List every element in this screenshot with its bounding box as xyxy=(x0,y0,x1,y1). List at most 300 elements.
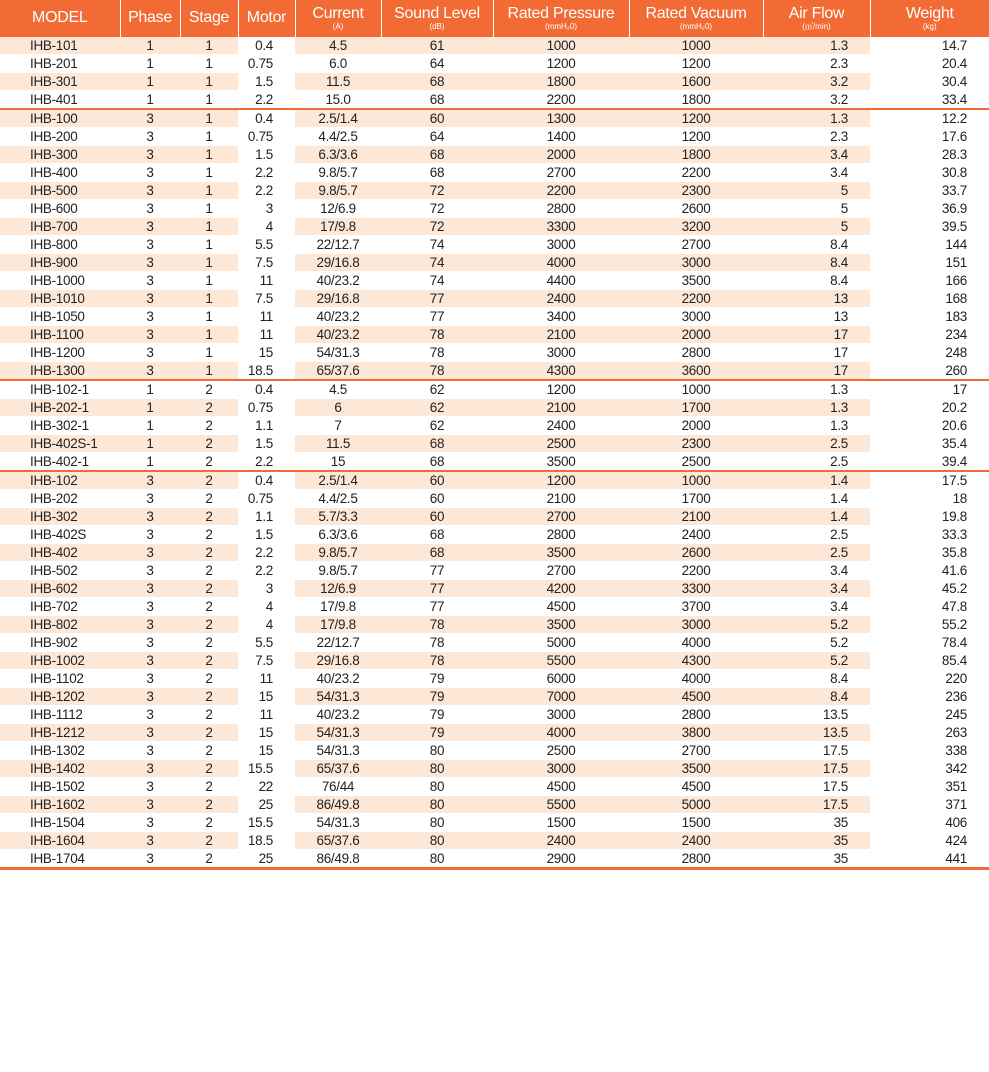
cell-sound-level: 80 xyxy=(381,814,493,832)
cell-rated-pressure: 4500 xyxy=(493,598,629,616)
cell-rated-vacuum: 2000 xyxy=(629,326,763,344)
cell-stage: 1 xyxy=(180,109,238,128)
cell-model: IHB-1112 xyxy=(0,706,120,724)
cell-model: IHB-1200 xyxy=(0,344,120,362)
table-row xyxy=(0,146,989,164)
cell-current: 9.8/5.7 xyxy=(295,544,381,562)
cell-model: IHB-1102 xyxy=(0,670,120,688)
cell-air-flow: 3.2 xyxy=(763,73,870,91)
cell-stage: 2 xyxy=(180,652,238,670)
table-row xyxy=(0,272,989,290)
cell-current: 17/9.8 xyxy=(295,598,381,616)
cell-motor: 0.4 xyxy=(238,471,295,490)
cell-rated-pressure: 1200 xyxy=(493,471,629,490)
cell-sound-level: 60 xyxy=(381,471,493,490)
cell-weight: 39.5 xyxy=(870,218,989,236)
table-row xyxy=(0,435,989,453)
cell-phase: 3 xyxy=(120,164,180,182)
table-row xyxy=(0,850,989,869)
cell-air-flow: 17.5 xyxy=(763,778,870,796)
cell-sound-level: 77 xyxy=(381,580,493,598)
cell-rated-vacuum: 2800 xyxy=(629,850,763,869)
cell-phase: 3 xyxy=(120,760,180,778)
cell-sound-level: 72 xyxy=(381,200,493,218)
cell-model: IHB-1302 xyxy=(0,742,120,760)
cell-rated-vacuum: 3500 xyxy=(629,760,763,778)
cell-phase: 3 xyxy=(120,182,180,200)
cell-rated-vacuum: 3000 xyxy=(629,308,763,326)
cell-sound-level: 78 xyxy=(381,326,493,344)
cell-weight: 166 xyxy=(870,272,989,290)
cell-sound-level: 80 xyxy=(381,760,493,778)
cell-air-flow: 35 xyxy=(763,832,870,850)
cell-air-flow: 1.4 xyxy=(763,471,870,490)
cell-motor: 7.5 xyxy=(238,290,295,308)
table-row xyxy=(0,652,989,670)
cell-rated-pressure: 2100 xyxy=(493,326,629,344)
cell-air-flow: 5.2 xyxy=(763,616,870,634)
cell-rated-pressure: 1300 xyxy=(493,109,629,128)
cell-sound-level: 74 xyxy=(381,272,493,290)
cell-sound-level: 79 xyxy=(381,724,493,742)
cell-model: IHB-900 xyxy=(0,254,120,272)
cell-motor: 0.75 xyxy=(238,55,295,73)
cell-rated-pressure: 5500 xyxy=(493,796,629,814)
col-header-sound-level: Sound Level (dB) xyxy=(381,0,493,37)
cell-model: IHB-302-1 xyxy=(0,417,120,435)
cell-phase: 3 xyxy=(120,634,180,652)
cell-model: IHB-202-1 xyxy=(0,399,120,417)
cell-rated-vacuum: 1200 xyxy=(629,128,763,146)
cell-model: IHB-602 xyxy=(0,580,120,598)
cell-model: IHB-1212 xyxy=(0,724,120,742)
cell-current: 22/12.7 xyxy=(295,236,381,254)
cell-rated-pressure: 3000 xyxy=(493,706,629,724)
cell-model: IHB-400 xyxy=(0,164,120,182)
cell-motor: 18.5 xyxy=(238,362,295,381)
cell-stage: 1 xyxy=(180,37,238,55)
cell-model: IHB-401 xyxy=(0,91,120,110)
cell-air-flow: 5 xyxy=(763,218,870,236)
cell-sound-level: 80 xyxy=(381,742,493,760)
cell-sound-level: 79 xyxy=(381,688,493,706)
cell-rated-vacuum: 2200 xyxy=(629,562,763,580)
cell-stage: 1 xyxy=(180,326,238,344)
cell-rated-pressure: 2000 xyxy=(493,146,629,164)
cell-current: 2.5/1.4 xyxy=(295,471,381,490)
cell-motor: 0.75 xyxy=(238,128,295,146)
table-row xyxy=(0,326,989,344)
cell-phase: 3 xyxy=(120,344,180,362)
cell-phase: 3 xyxy=(120,544,180,562)
table-row xyxy=(0,580,989,598)
cell-sound-level: 68 xyxy=(381,435,493,453)
cell-motor: 11 xyxy=(238,706,295,724)
cell-weight: 168 xyxy=(870,290,989,308)
cell-rated-pressure: 2800 xyxy=(493,200,629,218)
cell-air-flow: 3.4 xyxy=(763,598,870,616)
cell-current: 11.5 xyxy=(295,73,381,91)
cell-rated-vacuum: 3500 xyxy=(629,272,763,290)
cell-current: 86/49.8 xyxy=(295,796,381,814)
cell-rated-vacuum: 4500 xyxy=(629,778,763,796)
table-row xyxy=(0,218,989,236)
cell-model: IHB-300 xyxy=(0,146,120,164)
cell-motor: 15 xyxy=(238,688,295,706)
cell-stage: 1 xyxy=(180,362,238,381)
cell-sound-level: 62 xyxy=(381,417,493,435)
table-row xyxy=(0,200,989,218)
cell-model: IHB-1002 xyxy=(0,652,120,670)
table-row xyxy=(0,616,989,634)
table-row xyxy=(0,254,989,272)
cell-motor: 7.5 xyxy=(238,254,295,272)
table-row xyxy=(0,598,989,616)
cell-sound-level: 72 xyxy=(381,218,493,236)
cell-phase: 3 xyxy=(120,814,180,832)
table-row xyxy=(0,634,989,652)
cell-rated-pressure: 3500 xyxy=(493,616,629,634)
cell-current: 6.3/3.6 xyxy=(295,146,381,164)
cell-motor: 1.5 xyxy=(238,73,295,91)
cell-stage: 1 xyxy=(180,164,238,182)
cell-rated-pressure: 4500 xyxy=(493,778,629,796)
cell-rated-vacuum: 4300 xyxy=(629,652,763,670)
cell-model: IHB-202 xyxy=(0,490,120,508)
cell-stage: 2 xyxy=(180,832,238,850)
cell-phase: 3 xyxy=(120,688,180,706)
cell-sound-level: 77 xyxy=(381,308,493,326)
cell-air-flow: 1.3 xyxy=(763,399,870,417)
cell-weight: 12.2 xyxy=(870,109,989,128)
cell-sound-level: 64 xyxy=(381,128,493,146)
cell-stage: 2 xyxy=(180,417,238,435)
cell-rated-vacuum: 2800 xyxy=(629,344,763,362)
cell-current: 54/31.3 xyxy=(295,724,381,742)
cell-sound-level: 78 xyxy=(381,616,493,634)
cell-weight: 20.4 xyxy=(870,55,989,73)
cell-current: 54/31.3 xyxy=(295,814,381,832)
cell-air-flow: 35 xyxy=(763,814,870,832)
cell-current: 4.4/2.5 xyxy=(295,128,381,146)
cell-air-flow: 13 xyxy=(763,290,870,308)
cell-motor: 2.2 xyxy=(238,562,295,580)
cell-rated-pressure: 1000 xyxy=(493,37,629,55)
cell-weight: 263 xyxy=(870,724,989,742)
col-header-motor: Motor xyxy=(238,0,295,37)
cell-weight: 220 xyxy=(870,670,989,688)
cell-stage: 1 xyxy=(180,308,238,326)
cell-stage: 2 xyxy=(180,634,238,652)
cell-rated-pressure: 1200 xyxy=(493,55,629,73)
cell-stage: 1 xyxy=(180,254,238,272)
table-row xyxy=(0,164,989,182)
cell-air-flow: 35 xyxy=(763,850,870,869)
cell-sound-level: 80 xyxy=(381,832,493,850)
table-row xyxy=(0,344,989,362)
cell-stage: 2 xyxy=(180,471,238,490)
cell-sound-level: 80 xyxy=(381,796,493,814)
cell-sound-level: 60 xyxy=(381,490,493,508)
cell-weight: 351 xyxy=(870,778,989,796)
cell-weight: 36.9 xyxy=(870,200,989,218)
table-row xyxy=(0,760,989,778)
cell-rated-vacuum: 2600 xyxy=(629,200,763,218)
cell-rated-vacuum: 2200 xyxy=(629,164,763,182)
cell-stage: 2 xyxy=(180,580,238,598)
cell-rated-vacuum: 3300 xyxy=(629,580,763,598)
cell-sound-level: 61 xyxy=(381,37,493,55)
cell-air-flow: 5 xyxy=(763,200,870,218)
cell-rated-vacuum: 2400 xyxy=(629,832,763,850)
cell-weight: 33.3 xyxy=(870,526,989,544)
cell-rated-vacuum: 1200 xyxy=(629,109,763,128)
cell-sound-level: 80 xyxy=(381,778,493,796)
cell-current: 54/31.3 xyxy=(295,742,381,760)
cell-sound-level: 78 xyxy=(381,362,493,381)
cell-air-flow: 1.3 xyxy=(763,380,870,399)
cell-air-flow: 13.5 xyxy=(763,706,870,724)
cell-rated-vacuum: 2800 xyxy=(629,706,763,724)
table-row xyxy=(0,490,989,508)
cell-weight: 20.2 xyxy=(870,399,989,417)
cell-motor: 1.5 xyxy=(238,435,295,453)
cell-model: IHB-1502 xyxy=(0,778,120,796)
cell-stage: 2 xyxy=(180,850,238,869)
cell-weight: 17.5 xyxy=(870,471,989,490)
cell-stage: 2 xyxy=(180,508,238,526)
cell-weight: 30.8 xyxy=(870,164,989,182)
table-row xyxy=(0,742,989,760)
cell-model: IHB-700 xyxy=(0,218,120,236)
cell-current: 29/16.8 xyxy=(295,652,381,670)
table-row xyxy=(0,55,989,73)
cell-rated-vacuum: 3600 xyxy=(629,362,763,381)
cell-stage: 2 xyxy=(180,706,238,724)
cell-stage: 2 xyxy=(180,742,238,760)
cell-weight: 45.2 xyxy=(870,580,989,598)
cell-phase: 1 xyxy=(120,417,180,435)
cell-stage: 2 xyxy=(180,616,238,634)
cell-stage: 2 xyxy=(180,380,238,399)
cell-motor: 0.4 xyxy=(238,109,295,128)
cell-motor: 15 xyxy=(238,742,295,760)
cell-weight: 30.4 xyxy=(870,73,989,91)
cell-air-flow: 1.4 xyxy=(763,490,870,508)
cell-current: 40/23.2 xyxy=(295,326,381,344)
cell-phase: 3 xyxy=(120,850,180,869)
cell-rated-pressure: 2400 xyxy=(493,290,629,308)
cell-weight: 39.4 xyxy=(870,453,989,472)
cell-model: IHB-1704 xyxy=(0,850,120,869)
cell-air-flow: 1.3 xyxy=(763,37,870,55)
cell-motor: 2.2 xyxy=(238,164,295,182)
cell-current: 15 xyxy=(295,453,381,472)
cell-air-flow: 5.2 xyxy=(763,634,870,652)
cell-rated-vacuum: 3200 xyxy=(629,218,763,236)
cell-air-flow: 2.5 xyxy=(763,453,870,472)
cell-motor: 7.5 xyxy=(238,652,295,670)
cell-current: 12/6.9 xyxy=(295,200,381,218)
cell-model: IHB-1300 xyxy=(0,362,120,381)
cell-phase: 3 xyxy=(120,128,180,146)
cell-rated-pressure: 4400 xyxy=(493,272,629,290)
cell-rated-pressure: 3000 xyxy=(493,236,629,254)
cell-rated-pressure: 2500 xyxy=(493,435,629,453)
cell-rated-vacuum: 3700 xyxy=(629,598,763,616)
cell-stage: 1 xyxy=(180,73,238,91)
cell-motor: 5.5 xyxy=(238,236,295,254)
table-row xyxy=(0,508,989,526)
cell-stage: 1 xyxy=(180,344,238,362)
cell-rated-pressure: 2700 xyxy=(493,508,629,526)
cell-phase: 1 xyxy=(120,399,180,417)
cell-phase: 3 xyxy=(120,616,180,634)
cell-weight: 236 xyxy=(870,688,989,706)
cell-current: 15.0 xyxy=(295,91,381,110)
cell-rated-vacuum: 1600 xyxy=(629,73,763,91)
table-row xyxy=(0,562,989,580)
cell-model: IHB-1100 xyxy=(0,326,120,344)
cell-model: IHB-402S xyxy=(0,526,120,544)
cell-sound-level: 60 xyxy=(381,109,493,128)
cell-phase: 3 xyxy=(120,508,180,526)
cell-sound-level: 68 xyxy=(381,526,493,544)
cell-air-flow: 1.4 xyxy=(763,508,870,526)
cell-model: IHB-302 xyxy=(0,508,120,526)
cell-stage: 1 xyxy=(180,128,238,146)
cell-motor: 25 xyxy=(238,850,295,869)
cell-sound-level: 68 xyxy=(381,73,493,91)
cell-motor: 1.5 xyxy=(238,526,295,544)
cell-model: IHB-402 xyxy=(0,544,120,562)
cell-rated-pressure: 2200 xyxy=(493,91,629,110)
cell-air-flow: 13 xyxy=(763,308,870,326)
cell-rated-pressure: 2400 xyxy=(493,417,629,435)
cell-motor: 1.1 xyxy=(238,417,295,435)
cell-motor: 1.1 xyxy=(238,508,295,526)
cell-rated-pressure: 1400 xyxy=(493,128,629,146)
cell-weight: 33.4 xyxy=(870,91,989,110)
cell-weight: 18 xyxy=(870,490,989,508)
cell-weight: 33.7 xyxy=(870,182,989,200)
cell-air-flow: 1.3 xyxy=(763,417,870,435)
cell-rated-pressure: 2500 xyxy=(493,742,629,760)
cell-stage: 2 xyxy=(180,598,238,616)
cell-sound-level: 74 xyxy=(381,236,493,254)
table-row xyxy=(0,778,989,796)
cell-rated-pressure: 3300 xyxy=(493,218,629,236)
cell-current: 11.5 xyxy=(295,435,381,453)
table-row xyxy=(0,37,989,55)
col-header-rated-vacuum: Rated Vacuum (mmH₂0) xyxy=(629,0,763,37)
cell-current: 22/12.7 xyxy=(295,634,381,652)
cell-weight: 78.4 xyxy=(870,634,989,652)
cell-air-flow: 17.5 xyxy=(763,796,870,814)
cell-stage: 2 xyxy=(180,688,238,706)
cell-rated-vacuum: 1000 xyxy=(629,380,763,399)
cell-air-flow: 3.4 xyxy=(763,562,870,580)
cell-rated-vacuum: 2500 xyxy=(629,453,763,472)
cell-weight: 35.4 xyxy=(870,435,989,453)
cell-sound-level: 79 xyxy=(381,706,493,724)
cell-air-flow: 3.4 xyxy=(763,580,870,598)
cell-phase: 3 xyxy=(120,724,180,742)
table-row xyxy=(0,380,989,399)
cell-phase: 1 xyxy=(120,453,180,472)
cell-rated-vacuum: 3000 xyxy=(629,616,763,634)
cell-phase: 3 xyxy=(120,652,180,670)
cell-sound-level: 78 xyxy=(381,634,493,652)
cell-phase: 3 xyxy=(120,218,180,236)
cell-model: IHB-1000 xyxy=(0,272,120,290)
cell-rated-pressure: 1800 xyxy=(493,73,629,91)
cell-current: 40/23.2 xyxy=(295,308,381,326)
cell-weight: 28.3 xyxy=(870,146,989,164)
cell-model: IHB-502 xyxy=(0,562,120,580)
cell-sound-level: 77 xyxy=(381,562,493,580)
cell-weight: 14.7 xyxy=(870,37,989,55)
cell-rated-pressure: 3400 xyxy=(493,308,629,326)
cell-phase: 3 xyxy=(120,308,180,326)
cell-model: IHB-1504 xyxy=(0,814,120,832)
cell-model: IHB-1602 xyxy=(0,796,120,814)
cell-rated-vacuum: 1200 xyxy=(629,55,763,73)
cell-rated-vacuum: 4000 xyxy=(629,670,763,688)
cell-air-flow: 17.5 xyxy=(763,760,870,778)
col-header-model: MODEL xyxy=(0,0,120,37)
cell-motor: 3 xyxy=(238,200,295,218)
table-row xyxy=(0,471,989,490)
cell-stage: 2 xyxy=(180,490,238,508)
cell-sound-level: 78 xyxy=(381,652,493,670)
cell-weight: 371 xyxy=(870,796,989,814)
cell-current: 7 xyxy=(295,417,381,435)
cell-phase: 3 xyxy=(120,254,180,272)
cell-stage: 2 xyxy=(180,435,238,453)
cell-stage: 2 xyxy=(180,724,238,742)
cell-rated-pressure: 4000 xyxy=(493,254,629,272)
table-row xyxy=(0,182,989,200)
cell-weight: 338 xyxy=(870,742,989,760)
cell-stage: 2 xyxy=(180,670,238,688)
cell-rated-vacuum: 1000 xyxy=(629,471,763,490)
cell-air-flow: 3.4 xyxy=(763,146,870,164)
table-row xyxy=(0,308,989,326)
table-row xyxy=(0,109,989,128)
cell-current: 29/16.8 xyxy=(295,254,381,272)
cell-rated-pressure: 3500 xyxy=(493,453,629,472)
cell-phase: 3 xyxy=(120,778,180,796)
cell-phase: 1 xyxy=(120,73,180,91)
cell-motor: 2.2 xyxy=(238,453,295,472)
cell-rated-pressure: 2100 xyxy=(493,490,629,508)
cell-stage: 2 xyxy=(180,814,238,832)
col-header-current: Current (A) xyxy=(295,0,381,37)
cell-rated-vacuum: 2000 xyxy=(629,417,763,435)
col-header-phase: Phase xyxy=(120,0,180,37)
table-row xyxy=(0,670,989,688)
cell-weight: 183 xyxy=(870,308,989,326)
cell-motor: 15.5 xyxy=(238,760,295,778)
cell-weight: 441 xyxy=(870,850,989,869)
cell-model: IHB-200 xyxy=(0,128,120,146)
cell-phase: 3 xyxy=(120,109,180,128)
cell-sound-level: 68 xyxy=(381,453,493,472)
cell-phase: 3 xyxy=(120,236,180,254)
cell-rated-pressure: 2800 xyxy=(493,526,629,544)
cell-motor: 0.4 xyxy=(238,37,295,55)
